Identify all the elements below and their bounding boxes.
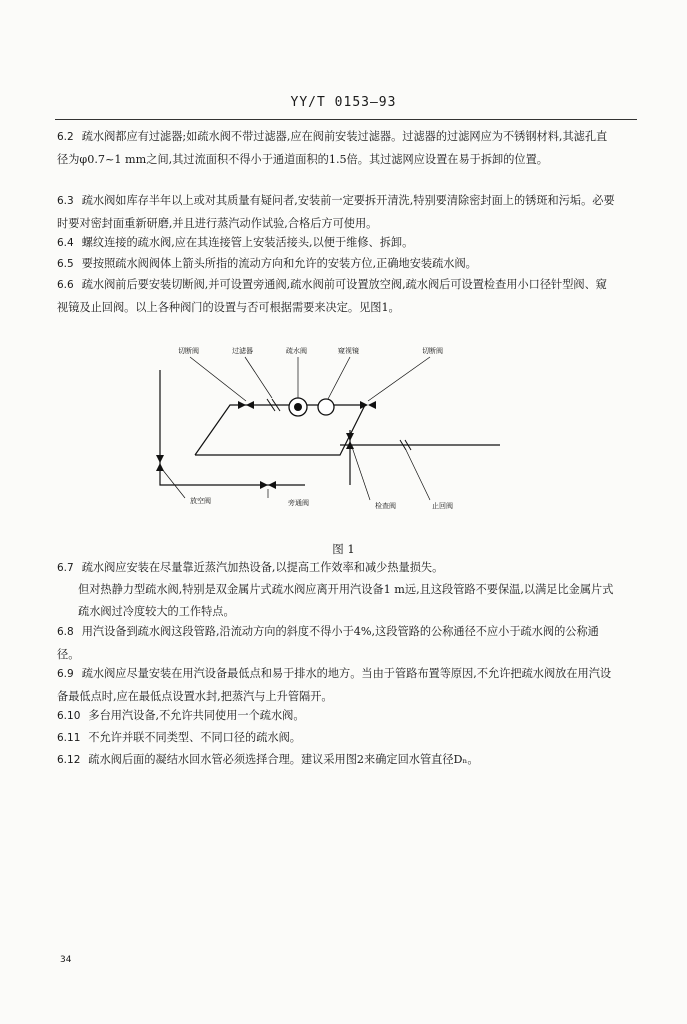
clause-number: 6.10	[57, 710, 81, 722]
label-cutoff-right: 切断阀	[422, 347, 443, 355]
piping-diagram	[150, 335, 520, 535]
clause-text: 多台用汽设备,不允许共同使用一个疏水阀。	[88, 709, 305, 722]
clause-text: 螺纹连接的疏水阀,应在其连接管上安装活接头,以便于维修、拆卸。	[81, 236, 414, 249]
trap-core	[294, 403, 302, 411]
clause-number: 6.9	[57, 668, 74, 680]
paragraph-6-9	[57, 663, 617, 707]
label-filter: 过滤器	[232, 347, 253, 355]
paragraph-6-11	[57, 727, 617, 750]
standard-number: YY/T 0153—93	[290, 95, 397, 110]
bypass-valve-a	[260, 481, 268, 489]
clause-text: 疏水阀都应有过滤器;如疏水阀不带过滤器,应在阀前安装过滤器。过滤器的过滤网应为不锈钢材料,其滤孔直径为φ0.7~1 mm之间,其过流面积不得小于通道面积的1.5倍。其过滤网应设置在易于拆卸的位置。	[57, 130, 608, 166]
label-trap: 疏水阀	[286, 347, 307, 355]
clause-text: 疏水阀前后要安装切断阀,并可设置旁通阀,疏水阀前可设置放空阀,疏水阀后可设置检查用小口径针型阀、窥视镜及止回阀。以上各种阀门的设置与否可根据需要来决定。见图1。	[57, 278, 607, 314]
clause-text: 疏水阀如库存半年以上或对其质量有疑问者,安装前一定要拆开清洗,特别要清除密封面上的锈斑和污垢。必要时要对密封面重新研磨,并且进行蒸汽动作试验,合格后方可使用。	[57, 194, 615, 230]
cutoff-left-valve-b	[246, 401, 254, 409]
clause-number: 6.12	[57, 754, 81, 766]
bypass-valve-b	[268, 481, 276, 489]
leader-lines	[162, 357, 430, 500]
clause-text: 疏水阀应安装在尽量靠近蒸汽加热设备,以提高工作效率和减少热量损失。	[81, 561, 444, 574]
clause-text: 要按照疏水阀阀体上箭头所指的流动方向和允许的安装方位,正确地安装疏水阀。	[81, 257, 477, 270]
clause-number: 6.11	[57, 732, 81, 744]
clause-number: 6.4	[57, 237, 74, 249]
paragraph-6-6	[57, 274, 617, 318]
paragraph-6-2	[57, 126, 617, 170]
paragraph-6-12	[57, 749, 617, 772]
figure-1-diagram	[150, 335, 520, 535]
clause-number: 6.8	[57, 626, 74, 638]
clause-number: 6.2	[57, 131, 74, 143]
clause-text: 疏水阀后面的凝结水回水管必须选择合理。建议采用图2来确定回水管直径Dₙ。	[88, 753, 479, 766]
cutoff-right-valve-b	[368, 401, 376, 409]
clause-text: 疏水阀应尽量安装在用汽设备最低点和易于排水的地方。当由于管路布置等原因,不允许把疏水阀放在用汽设备最低点时,应在最低点设置水封,把蒸汽与上升管隔开。	[57, 667, 612, 703]
label-vent: 放空阀	[190, 497, 211, 505]
cutoff-left-valve-a	[238, 401, 246, 409]
label-inspect-valve: 检查阀	[375, 502, 396, 510]
paragraph-6-7	[57, 557, 617, 580]
clause-number: 6.6	[57, 279, 74, 291]
sight-glass-symbol	[318, 399, 334, 415]
label-check-valve: 止回阀	[432, 502, 453, 510]
clause-text: 不允许并联不同类型、不同口径的疏水阀。	[88, 731, 301, 744]
loop-pipe	[195, 405, 365, 455]
clause-number: 6.3	[57, 195, 74, 207]
label-sight-glass: 窥视镜	[338, 347, 359, 355]
left-riser-pipe	[160, 370, 305, 485]
clause-number: 6.5	[57, 258, 74, 270]
page-number: 34	[60, 955, 72, 965]
clause-text: 但对热静力型疏水阀,特别是双金属片式疏水阀应离开用汽设备1 m远,且这段管路不要保温,以满足比金属片式疏水阀过冷度较大的工作特点。	[78, 583, 614, 618]
figure-caption: 图 1	[332, 542, 355, 556]
label-cutoff-left: 切断阀	[178, 347, 199, 355]
paragraph-6-5	[57, 253, 617, 276]
paragraph-6-10	[57, 705, 617, 728]
clause-number: 6.7	[57, 562, 74, 574]
label-bypass: 旁通阀	[288, 499, 309, 507]
paragraph-6-4	[57, 232, 617, 255]
header-rule	[55, 119, 637, 120]
paragraph-6-8	[57, 621, 617, 665]
vent-valve-a	[156, 455, 164, 463]
clause-text: 用汽设备到疏水阀这段管路,沿流动方向的斜度不得小于4%,这段管路的公称通径不应小于疏水阀的公称通径。	[57, 625, 599, 661]
paragraph-6-3	[57, 190, 617, 234]
paragraph-6-7-note	[78, 579, 618, 622]
